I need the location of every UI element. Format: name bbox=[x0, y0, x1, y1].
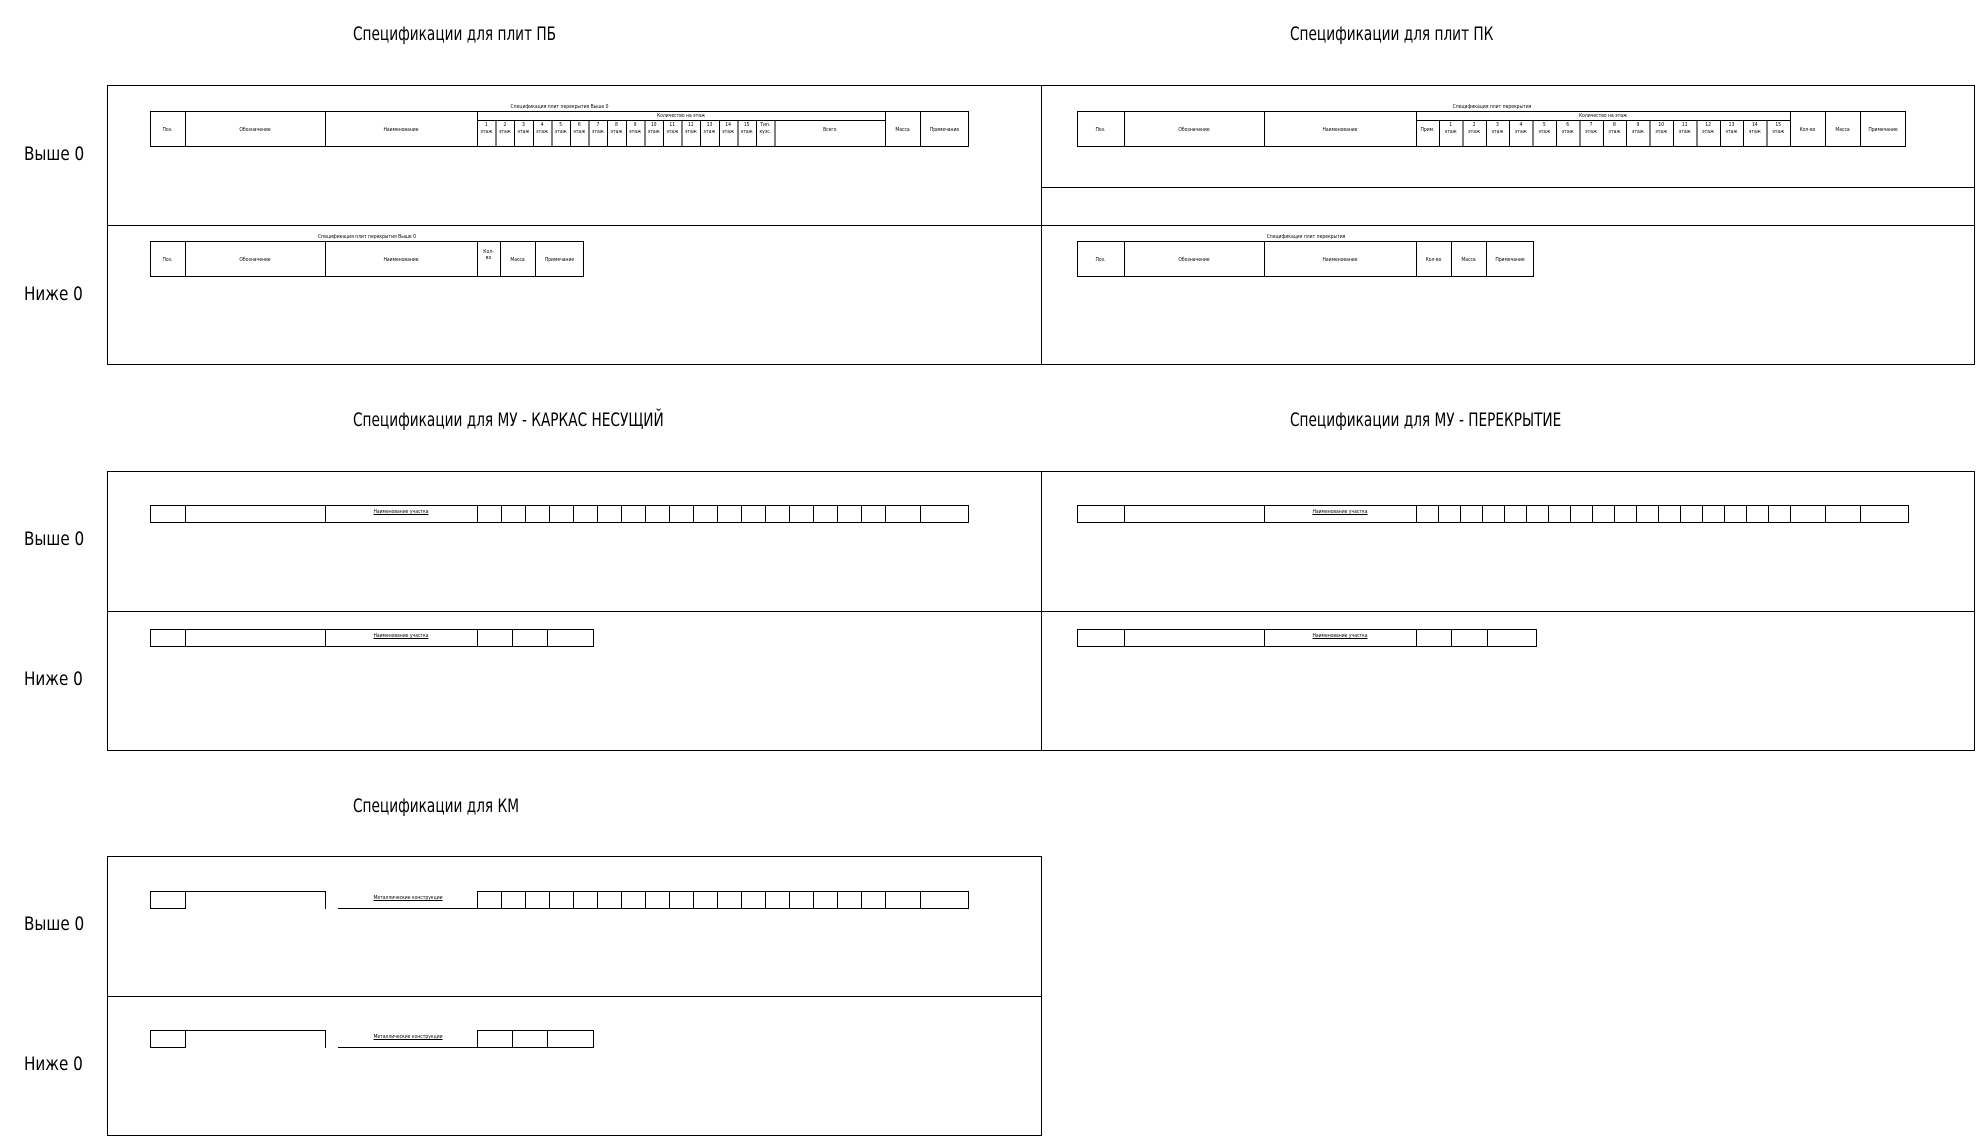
group-row-grid bbox=[1077, 629, 1539, 649]
col-header-floor: 8 bbox=[1613, 122, 1616, 128]
col-header-oboz: Обозначение bbox=[239, 127, 271, 133]
col-header-floor-sub: этаж bbox=[1468, 129, 1481, 135]
row-label-below: Ниже 0 bbox=[24, 283, 83, 305]
col-header-floor-sub: этаж bbox=[1514, 129, 1527, 135]
group-row-grid bbox=[150, 1030, 596, 1050]
col-header-oboz: Обозначение bbox=[1178, 257, 1210, 263]
col-header-floor-sub: этаж bbox=[536, 129, 549, 135]
group-row-mu-perekr-above bbox=[1077, 505, 1911, 524]
col-header-tip-sub: кузс. bbox=[759, 129, 772, 135]
col-header-floor: 1 bbox=[484, 122, 488, 128]
col-header-floor-sub: этаж bbox=[517, 129, 530, 135]
col-header-floor-sub: этаж bbox=[554, 129, 567, 135]
col-header-floor: 7 bbox=[596, 122, 600, 128]
group-row-km-below bbox=[150, 1030, 595, 1049]
group-label: Наименование участка bbox=[373, 633, 429, 639]
group-label: Металлические конструкции bbox=[373, 895, 443, 901]
col-header-floor: 3 bbox=[1496, 122, 1499, 128]
col-header-floor-sub: этаж bbox=[610, 129, 623, 135]
row-label-below: Ниже 0 bbox=[24, 668, 83, 690]
col-header-floor-sub: этаж bbox=[1538, 129, 1551, 135]
col-header-vsego: Всего bbox=[823, 127, 837, 133]
spec-table-pb-above bbox=[150, 104, 969, 148]
col-header-floor: 13 bbox=[1728, 122, 1735, 128]
table-caption: Спецификация плит перекрытия bbox=[1266, 234, 1346, 240]
table-caption: Спецификация плит перекрытия Выше 0 bbox=[510, 104, 609, 110]
group-row-mu-karkas-below bbox=[150, 629, 595, 648]
col-header-massa: Масса bbox=[510, 257, 525, 263]
col-header-floor: 5 bbox=[1542, 122, 1546, 128]
table-grid bbox=[1077, 241, 1537, 287]
group-row-grid bbox=[150, 629, 596, 649]
table-grid bbox=[150, 241, 586, 287]
section-title-mu-perekr: Спецификации для МУ - ПЕРЕКРЫТИЕ bbox=[1290, 409, 1562, 431]
col-header-floor-sub: этаж bbox=[1678, 129, 1691, 135]
frame-divider bbox=[107, 996, 1042, 997]
row-label-below: Ниже 0 bbox=[24, 1053, 83, 1075]
col-header-oboz: Обозначение bbox=[239, 257, 271, 263]
col-header-floor-sub: этаж bbox=[684, 129, 697, 135]
group-row-grid bbox=[150, 505, 970, 525]
row-label-above: Выше 0 bbox=[24, 528, 85, 550]
col-header-floor-sub: этаж bbox=[591, 129, 604, 135]
frame-divider bbox=[107, 611, 1975, 612]
col-header-floor-sub: этаж bbox=[722, 129, 735, 135]
col-header-floor: 13 bbox=[706, 122, 713, 128]
col-header-floor: 9 bbox=[633, 122, 637, 128]
col-header-oboz: Обозначение bbox=[1178, 127, 1210, 133]
col-header-floor: 5 bbox=[559, 122, 563, 128]
col-header-prim-short: Прим. bbox=[1420, 127, 1435, 133]
col-header-naim: Наименование bbox=[383, 127, 419, 133]
col-header-kol: Кол-во bbox=[1425, 257, 1442, 263]
col-header-floor-sub: этаж bbox=[1561, 129, 1574, 135]
section-title-mu-karkas: Спецификации для МУ - КАРКАС НЕСУЩИЙ bbox=[353, 409, 664, 431]
col-header-kol: Кол-во bbox=[1799, 127, 1816, 133]
col-header-floor: 4 bbox=[1519, 122, 1523, 128]
group-row-grid bbox=[150, 891, 970, 911]
col-header-kol-na-etazh: Количество на этаж bbox=[1578, 113, 1628, 119]
section-title-pk: Спецификации для плит ПК bbox=[1290, 23, 1494, 45]
col-header-floor-sub: этаж bbox=[1608, 129, 1621, 135]
spec-table-pk-above bbox=[1077, 104, 1907, 148]
col-header-massa: Масса bbox=[1461, 257, 1476, 263]
col-header-floor-sub: этаж bbox=[1655, 129, 1668, 135]
row-label-above: Выше 0 bbox=[24, 143, 85, 165]
col-header-massa: Масса bbox=[1835, 127, 1850, 133]
col-header-floor: 14 bbox=[1752, 122, 1758, 128]
col-header-floor-sub: этаж bbox=[480, 129, 493, 135]
col-header-floor: 3 bbox=[522, 122, 525, 128]
col-header-floor: 1 bbox=[1449, 122, 1453, 128]
col-header-floor-sub: этаж bbox=[1631, 129, 1644, 135]
col-header-floor: 9 bbox=[1636, 122, 1640, 128]
table-caption: Спецификация плит перекрытия bbox=[1452, 104, 1532, 110]
col-header-prim: Примечание bbox=[544, 257, 575, 263]
col-header-floor: 7 bbox=[1589, 122, 1593, 128]
col-header-poz: Поз. bbox=[162, 127, 173, 133]
col-header-floor-sub: этаж bbox=[703, 129, 716, 135]
col-header-floor: 10 bbox=[650, 122, 657, 128]
col-header-floor-sub: этаж bbox=[1702, 129, 1715, 135]
col-header-naim: Наименование bbox=[1322, 127, 1358, 133]
col-header-floor: 14 bbox=[725, 122, 731, 128]
col-header-floor: 11 bbox=[1681, 122, 1688, 128]
group-row-mu-karkas-above bbox=[150, 505, 970, 524]
col-header-floor: 6 bbox=[577, 122, 581, 128]
group-label: Наименование участка bbox=[373, 509, 429, 515]
col-header-poz: Поз. bbox=[162, 257, 173, 263]
frame-divider bbox=[107, 225, 1975, 226]
col-header-floor-sub: этаж bbox=[1725, 129, 1738, 135]
col-header-floor-sub: этаж bbox=[1585, 129, 1598, 135]
col-header-massa: Масса bbox=[895, 127, 910, 133]
col-header-floor-sub: этаж bbox=[573, 129, 586, 135]
col-header-tip: Тип. bbox=[760, 122, 771, 128]
col-header-floor: 6 bbox=[1566, 122, 1570, 128]
col-header-prim: Примечание bbox=[1495, 257, 1525, 263]
col-header-floor: 12 bbox=[688, 122, 694, 128]
group-row-mu-perekr-below bbox=[1077, 629, 1538, 648]
group-row-km-above bbox=[150, 891, 970, 910]
spec-table-pb-below bbox=[150, 234, 584, 278]
col-header-floor: 15 bbox=[743, 122, 750, 128]
col-header-floor-sub: этаж bbox=[498, 129, 511, 135]
col-header-kol: Кол- во bbox=[483, 249, 494, 261]
col-header-floor-sub: этаж bbox=[1444, 129, 1457, 135]
col-header-floor: 12 bbox=[1705, 122, 1711, 128]
group-row-grid bbox=[1077, 505, 1911, 525]
col-header-floor: 2 bbox=[1472, 122, 1476, 128]
section-title-pb: Спецификации для плит ПБ bbox=[353, 23, 557, 45]
col-header-floor-sub: этаж bbox=[629, 129, 642, 135]
group-label: Металлические конструкции bbox=[373, 1034, 443, 1040]
col-header-prim: Примечание bbox=[1868, 127, 1898, 133]
col-header-floor: 2 bbox=[503, 122, 507, 128]
col-header-floor-sub: этаж bbox=[647, 129, 660, 135]
group-label: Наименование участка bbox=[1312, 633, 1368, 639]
row-label-above: Выше 0 bbox=[24, 913, 85, 935]
table-caption: Спецификация плит перекрытия Выше 0 bbox=[318, 234, 416, 240]
col-header-poz: Поз. bbox=[1095, 127, 1106, 133]
col-header-floor-sub: этаж bbox=[666, 129, 679, 135]
col-header-poz: Поз. bbox=[1095, 257, 1106, 263]
col-header-floor: 4 bbox=[540, 122, 544, 128]
col-header-naim: Наименование bbox=[383, 257, 419, 263]
col-header-floor-sub: этаж bbox=[1491, 129, 1504, 135]
col-header-floor-sub: этаж bbox=[740, 129, 753, 135]
col-header-floor: 10 bbox=[1658, 122, 1665, 128]
col-header-floor: 15 bbox=[1775, 122, 1782, 128]
col-header-kol-na-etazh: Количество на этаж bbox=[656, 113, 706, 119]
col-header-floor-sub: этаж bbox=[1748, 129, 1761, 135]
group-label: Наименование участка bbox=[1312, 509, 1368, 515]
col-header-naim: Наименование bbox=[1322, 257, 1358, 263]
col-header-floor: 11 bbox=[669, 122, 676, 128]
section-title-km: Спецификации для КМ bbox=[353, 795, 520, 817]
frame-divider bbox=[1041, 187, 1975, 188]
col-header-floor-sub: этаж bbox=[1772, 129, 1785, 135]
col-header-prim: Примечание bbox=[929, 127, 960, 133]
col-header-floor: 8 bbox=[615, 122, 618, 128]
spec-table-pk-below bbox=[1077, 234, 1535, 278]
